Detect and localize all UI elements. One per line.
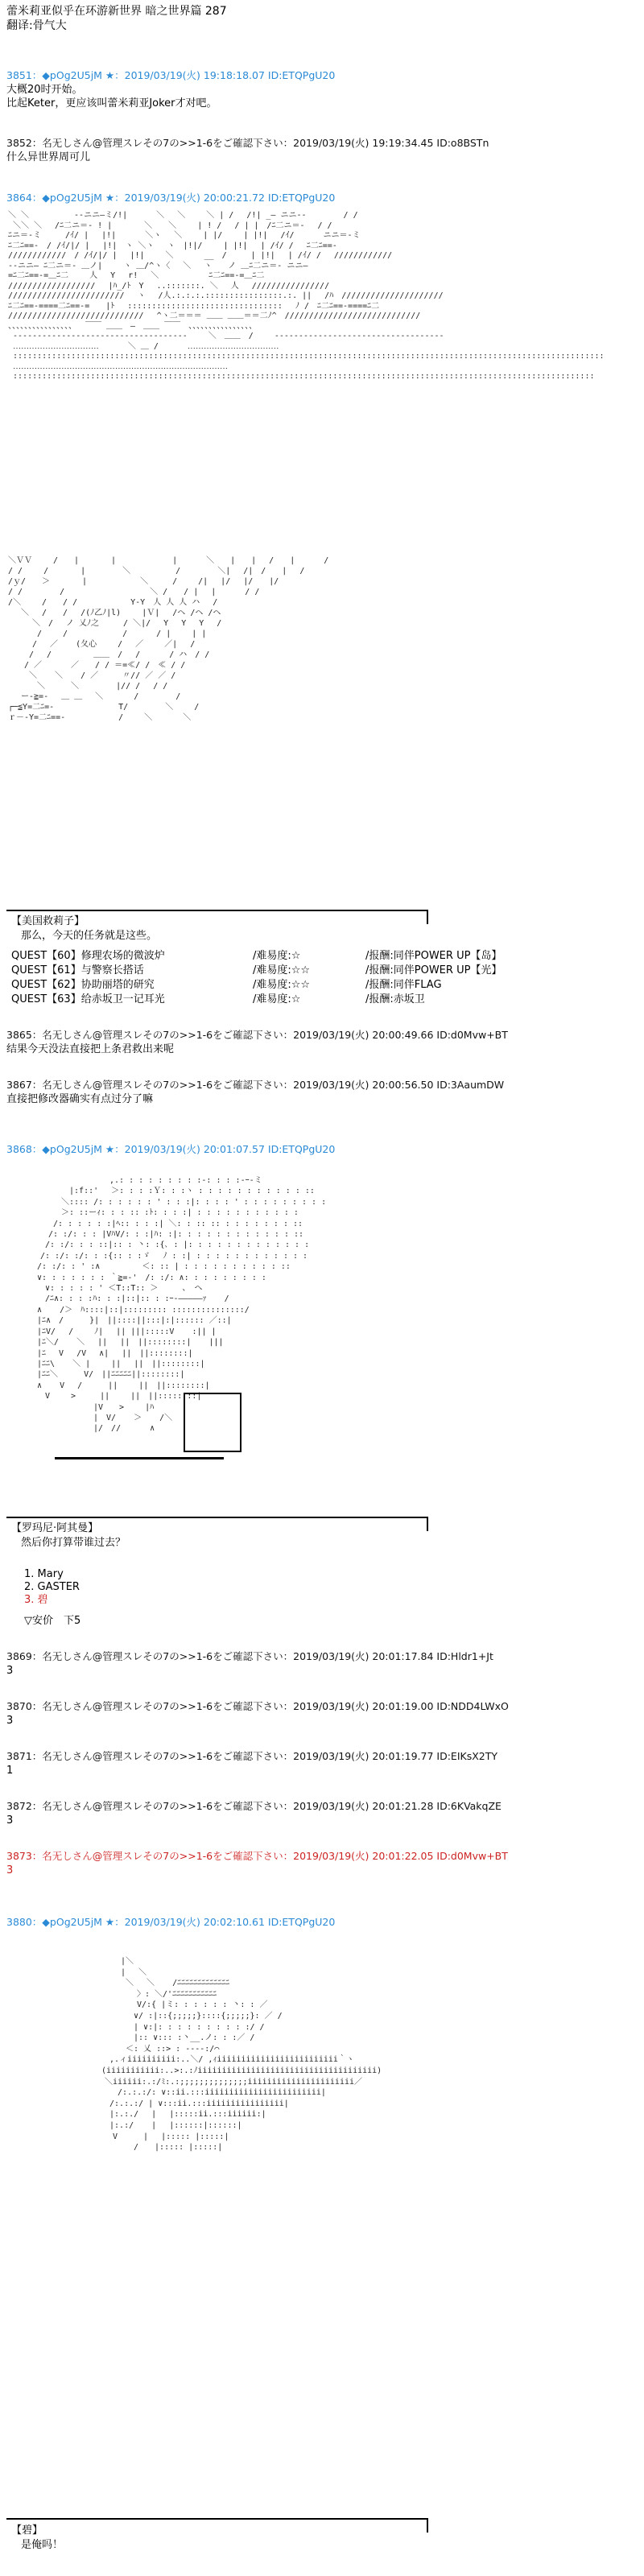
post-header: 3851：◆pOg2U5jM ★：2019/03/19(火) 19:18:18.07 ID:ETQPgU20 — [6, 69, 336, 81]
choice-item: 2. GASTER — [24, 1581, 80, 1593]
dialog-border-tick — [427, 2518, 428, 2533]
dialog-speaker: 【美国救莉子】 — [11, 915, 85, 927]
post-header: 3880：◆pOg2U5jM ★：2019/03/19(火) 20:02:10.61 ID:ETQPgU20 — [6, 1916, 336, 1928]
post-header: 3868：◆pOg2U5jM ★：2019/03/19(火) 20:01:07.57 ID:ETQPgU20 — [6, 1143, 336, 1155]
post-header: 3870：名无しさん@管理スレその7の>>1-6をご確認下さい：2019/03/19(火) 20:01:19.00 ID:NDD4LWxO — [6, 1700, 509, 1712]
quest-name: QUEST【60】修理农场的微波炉 — [11, 950, 165, 962]
quest-reward: /报酬:同伴FLAG — [365, 979, 442, 991]
quest-reward: /报酬:同伴POWER UP【光】 — [365, 964, 502, 976]
dialog-top-border — [6, 2518, 428, 2520]
post-body-line: 什么异世界周可儿 — [6, 151, 91, 163]
post-body-line: 大概20时开始。 — [6, 84, 83, 96]
post-header: 3867：名无しさん@管理スレその7の>>1-6をご確認下さい：2019/03/19(火) 20:00:56.50 ID:3AaumDW — [6, 1079, 505, 1091]
quest-name: QUEST【62】协助丽塔的研究 — [11, 979, 155, 991]
quest-difficulty: /难易度:☆☆ — [253, 979, 311, 991]
post-body-line: 比起Keter，更应该叫蕾米莉亚Joker才对吧。 — [6, 97, 217, 109]
quest-difficulty: /难易度:☆ — [253, 950, 301, 962]
quest-reward: /报酬:同伴POWER UP【岛】 — [365, 950, 502, 962]
ascii-art-character-3: |＼ | ＼ ＼ ＼ /ﾆﾆﾆﾆﾆﾆﾆﾆﾆﾆﾆﾆﾆ 〉: ＼/'ﾆﾆﾆﾆﾆﾆﾆﾆﾆﾆﾆ V/:{ |ミ: : : : : : 丶: : ／ ∨/ :|::{;;;;;}::::{;;;;;}: ／ / | ∨:|: : : : : : : : : :/ / |:: ∨::: :丶__.ノ: : :／ / ＜: 乂 ::> : ----:/⌒ ,.ィiiiiiiiiii:..＼/ ,ｨiiiiiiiiiiiiiiiiiiiiiiiii｀ヽ (iiiiiiiiiii:..>:.:ﾉiiiiiiiiiiiiiiiiiiiiiiiiiiiiiiiiiiiii) ＼iiiiii:.:/ﾐ:.:;;;;;;;;;;;;;;iiiiiiiiiiiiiiiiiiiiii／ /:.:.:/: ∨::ii.:::iiiiiiiiiiiiiiiiiiiiiiii| /:.:.:/ | ∨:::ii.:::iiiiiiiiiiiiiiii| |:.:./ | |:::::ii.:::iiiiii:| |:.:/ | |::::::|::::::| V | |::::: |:::::| / |::::: |:::::| — [101, 1957, 382, 2153]
dialog-text: 是俺吗！ — [21, 2539, 64, 2551]
dialog-border-tick — [427, 910, 428, 924]
post-body-line: 直接把修改器确实有点过分了嘛 — [6, 1093, 154, 1105]
post-header: 3865：名无しさん@管理スレその7の>>1-6をご確認下さい：2019/03/19(火) 20:00:49.66 ID:d0Mvw+BT — [6, 1029, 508, 1041]
post-body-line: 3 — [6, 1715, 14, 1727]
quest-table — [11, 950, 575, 1008]
quest-name: QUEST【61】与警察长搭话 — [11, 964, 144, 976]
page-title: 蕾米莉亚似乎在环游新世界 暗之世界篇 287 — [6, 5, 227, 18]
post-body-line: 结果今天没法直接把上条君救出来呢 — [6, 1043, 175, 1055]
post-header-highlighted: 3873：名无しさん@管理スレその7の>>1-6をご確認下さい：2019/03/19(火) 20:01:22.05 ID:d0Mvw+BT — [6, 1850, 508, 1862]
dialog-text: 然后你打算带谁过去？ — [21, 1537, 126, 1549]
ascii-floor-line — [55, 1457, 224, 1459]
quest-difficulty: /难易度:☆ — [253, 993, 301, 1005]
dialog-speaker: 【碧】 — [11, 2524, 43, 2537]
dialog-text: 那么，今天的任务就是这些。 — [21, 930, 158, 942]
quest-name: QUEST【63】给赤坂卫一记耳光 — [11, 993, 165, 1005]
ascii-art-landscape: ＼ ＼ -‐ニニ―ミ/!| ＼ ＼ ＼ | / /!| _― ニニ‐- / / ＼＼ ＼ /ﾆ二ニ＝- ! | ＼ ＼ | ! / / | | /ﾆ二ニ＝- / / ﾆニ＝-ミ /ｲ/ | |!| ＼ヽ ＼ | |/ | |!| /ｲ/ ニニ＝-ミ ﾆ二ﾆ==- / /ｲ/|/ | |!| ヽ ＼ヽ ヽ |!|/ | |!| | /ｲ/ / ﾆ二ﾆ==- //////////// / /ｲ/|/ | |!| ＼ __ / | |!| | /ｲ/ / //////////// -‐ニニ― ﾆ二ニ＝- ＿ノ| ヽ ＿/^ヽ〈 ＼ ヽ ノ ＿ﾆ二ニ＝- ニニ― =ﾆ二ﾆ==-=＿ﾆ二 人 Y r! ＼ ﾆ二ﾆ==-=＿ﾆ二 ////////////////// |ﾊ_/ﾄ Y ..:::::::. ＼ 人 //////////////// //////////////////////// ヽ /人.:.:.:.::::::::::::::::.:. || /ﾊ ///////////////////// ﾆ二ﾆ==-====二ﾆ==-= |ﾄ :::::::::::::::::::::::::::::::: ﾉ / ﾆ二ﾆ==-====ﾆ二 //////////////////////////// ^ヽ二＝＝＝ ＿＿ ＿＿＝＝二ﾉ^ //////////////////////////// 、、、、、、、、、、、、、、、、 ￣￣ ＿＿ ― ＿＿ ￣￣ 、、、、、、、、、、、、、、、、 ------------------------------------ ＼ ＿＿ / ----------------------------------- ‥‥‥‥‥‥‥‥‥‥‥‥‥‥‥‥ ＼ ＿ / ‥‥‥‥‥‥‥‥‥‥‥‥‥‥‥‥‥ :::::::::::::::::::::::::::::::::::::::::::::::::::::::::::::::::::::::::::::::::::::::::::::::::::::::::::::::::::::::::: ‥‥‥‥‥‥‥‥‥‥‥‥‥‥‥‥‥‥‥‥‥‥‥‥‥‥‥‥‥‥‥‥‥‥‥‥‥‥‥‥ :::::::::::::::::::::::::::::::::::::::::::::::::::::::::::::::::::::::::::::::::::::::::::::::::::::::::::::::::::::::: — [8, 211, 605, 381]
post-body-line: 3 — [6, 1864, 14, 1876]
quest-difficulty: /难易度:☆☆ — [253, 964, 311, 976]
post-header: 3871：名无しさん@管理スレその7の>>1-6をご確認下さい：2019/03/19(火) 20:01:19.77 ID:EIKsX2TY — [6, 1750, 497, 1762]
ascii-art-character-2: ,.: : : : : : : : :‐: : : :‐ｰ-ミ |:f::' ＞: : : :Ｙ: : :ヽ : : : : : : : : : : : :: ＼:::: /: : : : : : ' : : :|: : : : ' : : : : : : : : : ＞: ::ーｨ: : : :: :ﾄ: : : :| : : : : : : : : : : : /: : : : : :|ﾍ:: : : :| ＼: : :: :: : : : : : : : :: /: :/: : : |VﾊV/: : :|ﾊ: :|: : : : : : : : : : : : :: /: :/: : : ::|:: : 丶: :{､ : |: : : : : : : : : : : : : /: :/: :/: : :{:: : :ゞ ﾉ : :| : : : : : : : : : : : : /: :/: : ' :∧ ＜: :: | : : : : : : : : : : :: ∨: : : : : : : ｀≧=-' /: :/: ∧: : : : : : : : : ∨: : : : : ' ＜T::T:: ＞ 、 ヘ /ﾆ∧: : : :ﾊ: : :|::|:: : :ｰ-―――――ｧ / ∧ /＞ ﾊ::::|::|::::::::: :::::::::::::::/ |ﾆ∧ / }| ||::::||:::|:|:::::: ／::| |ﾆV/ / ﾉ| || |||:::::V :|| | |ﾆ＼/ ＼ || || ||::::::::| ||| |ﾆ V /V ∧| || ||::::::::| |ﾆﾆ\ ＼ | || || ||::::::::| |ﾆﾆ＼ V/ ||ﾆﾆﾆﾆﾆ||::::::::| ∧ V / || || ||::::::::| V > || || ||::::::::| |V > |ﾊ | V/ ＞ /＼ |/ // ∧ — [37, 1176, 327, 1434]
quest-reward: /报酬:赤坂卫 — [365, 993, 425, 1005]
post-body-line: 3 — [6, 1665, 14, 1677]
dialog-top-border — [6, 910, 428, 911]
post-header: 3864：◆pOg2U5jM ★：2019/03/19(火) 20:00:21.72 ID:ETQPgU20 — [6, 192, 336, 204]
post-body-line: 3 — [6, 1814, 14, 1827]
post-header: 3852：名无しさん@管理スレその7の>>1-6をご確認下さい：2019/03/19(火) 19:19:34.45 ID:o8BSTn — [6, 137, 489, 149]
quest-row — [11, 979, 575, 993]
choice-item-selected: 3. 碧 — [24, 1594, 48, 1606]
post-header: 3869：名无しさん@管理スレその7の>>1-6をご確認下さい：2019/03/19(火) 20:01:17.84 ID:Hldr1+Jt — [6, 1650, 493, 1662]
dialog-speaker: 【罗玛尼·阿其曼】 — [11, 1522, 99, 1534]
vote-note: ▽安价 下5 — [24, 1615, 81, 1627]
translator-credit: 翻译:骨气大 — [6, 19, 67, 32]
quest-row — [11, 964, 575, 979]
ascii-frame-box — [184, 1393, 242, 1452]
dialog-border-tick — [427, 1517, 428, 1531]
ascii-art-character-1: ＼ＶＶ / | | | ＼ | | / | / / / / | ＼ / ＼| /| / | / /ｙ/ ＞ | ＼ / /| |/ |/ |/ / / / ＼ / / | | / / /＼ / / / Y-Y 人 人 人 ハ / ＼ / / /(ﾉ乙ﾉ|l) |Ｖ| /ヘ /ヘ /ヘ ＼ / ノ 乂ﾉ之 / ＼|/ Y Y Y / / / / / | | | / ／ (夂心 / ／ ／| / / / ＿＿ / / / ハ / / / ／ ／ / / ＝=≪/ / ≪ / / ＼ ＼ / ／ 〃// ／ ／ / ＼ ＼ |// / / / ー‐≧=- ＿ ＿ ＼ / / ┌─≦Y=二ﾆ=- T/ ＼ / ｒ－-Y=二ﾆ==- / ＼ ＼ — [8, 556, 329, 722]
quest-row — [11, 950, 575, 964]
choice-item: 1. Mary — [24, 1568, 64, 1580]
post-body-line: 1 — [6, 1765, 14, 1777]
quest-row — [11, 993, 575, 1008]
post-header: 3872：名无しさん@管理スレその7の>>1-6をご確認下さい：2019/03/19(火) 20:01:21.28 ID:6KVakqZE — [6, 1800, 502, 1812]
dialog-top-border — [6, 1517, 428, 1518]
